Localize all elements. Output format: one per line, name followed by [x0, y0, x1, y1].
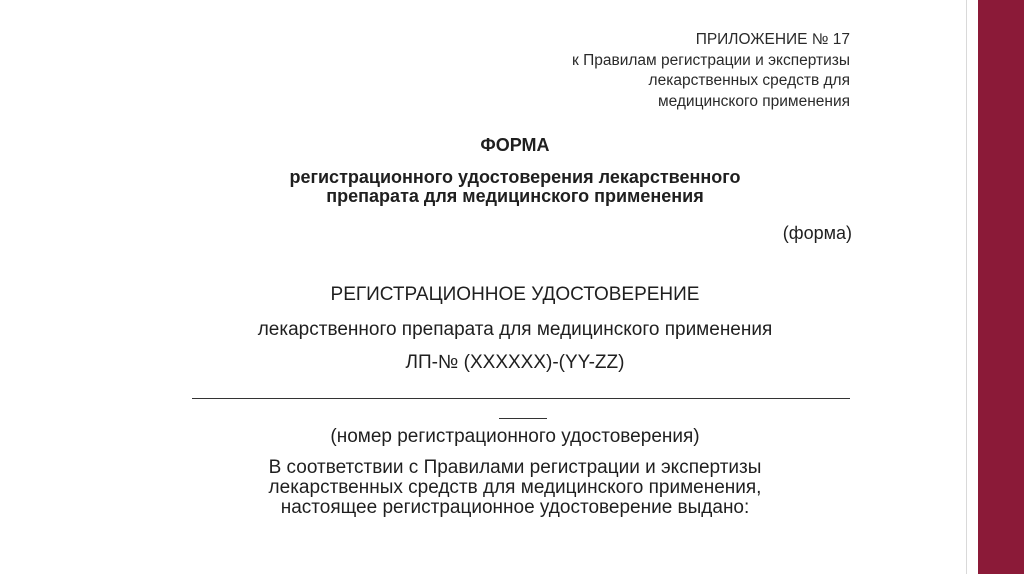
body-line: настоящее регистрационное удостоверение выдано:: [280, 497, 750, 518]
certificate-title: РЕГИСТРАЦИОННОЕ УДОСТОВЕРЕНИЕ: [330, 284, 700, 305]
appendix-number: ПРИЛОЖЕНИЕ № 17: [695, 31, 850, 48]
appendix-line: к Правилам регистрации и экспертизы: [571, 51, 850, 69]
body-line: В соответствии с Правилами регистрации и экспертизы: [268, 457, 762, 478]
body-line: лекарственных средств для медицинского применения,: [268, 477, 762, 498]
form-subtitle: [150, 168, 880, 206]
certificate-subtitle: лекарственного препарата для медицинского применения: [257, 319, 773, 340]
appendix-line: лекарственных средств для: [648, 72, 850, 89]
body-paragraph: [150, 458, 880, 518]
form-title: ФОРМА: [480, 135, 550, 155]
certificate-number: ЛП-№ (XXXXXX)-(YY-ZZ): [405, 352, 625, 373]
certificate-number-caption: (номер регистрационного удостоверения): [330, 426, 700, 447]
fill-in-line: [192, 398, 850, 399]
form-subtitle-line: препарата для медицинского применения: [326, 186, 704, 206]
appendix-header: [572, 30, 850, 112]
sidebar-divider: [966, 0, 978, 574]
form-subtitle-line: регистрационного удостоверения лекарственного: [289, 167, 741, 187]
form-note: (форма): [782, 223, 852, 243]
fill-in-line-short: [499, 418, 547, 419]
appendix-line: медицинского применения: [657, 92, 850, 110]
accent-sidebar-bar: [978, 0, 1024, 574]
